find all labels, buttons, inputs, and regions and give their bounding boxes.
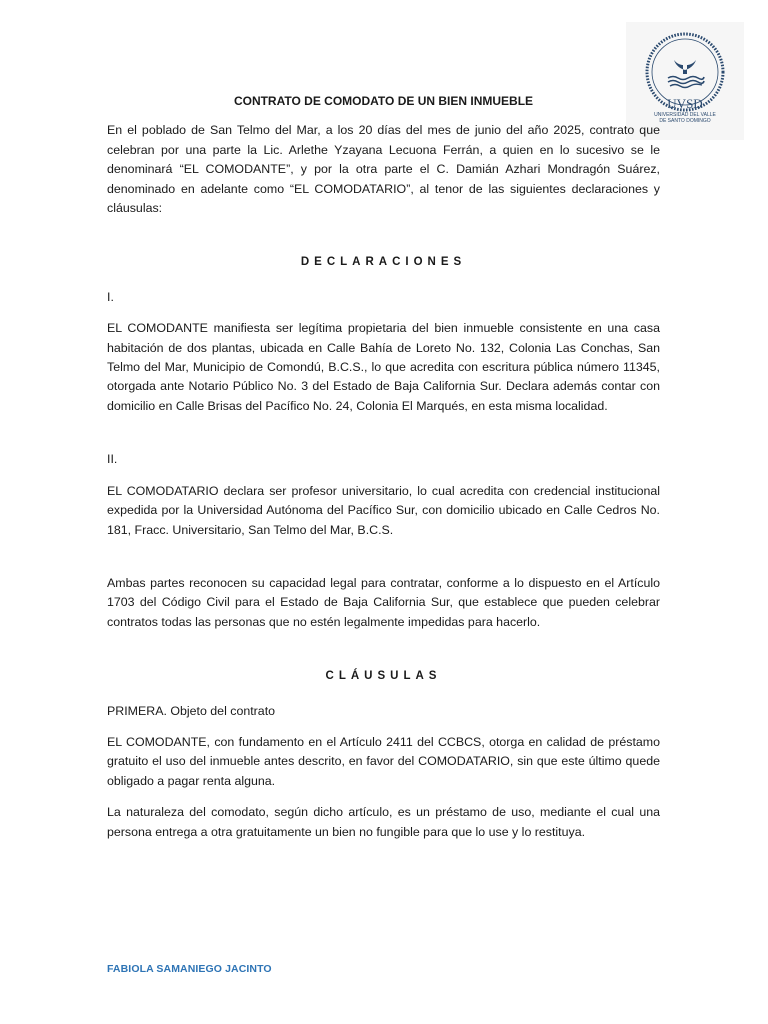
- document-title: CONTRATO DE COMODATO DE UN BIEN INMUEBLE: [233, 94, 534, 108]
- clausulas-heading: CLÁUSULAS: [325, 670, 442, 683]
- clause-1-paragraph-1: EL COMODANTE, con fundamento en el Artículo 2411 del CCBCS, otorga en calidad de préstamo gratuito el uso del inmueble antes descrito, en favor del COMODATARIO, sin que este último quede obligado a pagar renta alguna.: [107, 734, 660, 788]
- intro-paragraph: En el poblado de San Telmo del Mar, a los 20 días del mes de junio del año 2025, contrato que celebran por una parte la Lic. Arlethe Yzayana Lecuona Ferrán, a quien en lo sucesivo se le denominará “EL COMODANTE”, y por la otra parte el C. Damián Azhari Mondragón Suárez, denominado en adelante como “EL COMODATARIO”, al tenor de las siguientes declaraciones y cláusulas:: [107, 123, 660, 216]
- declaration-2-text: EL COMODATARIO declara ser profesor universitario, lo cual acredita con credencial institucional expedida por la Universidad Autónoma del Pacífico Sur, con domicilio ubicado en Calle Cedros No. 181, Fracc. Universitario, San Telmo del Mar, B.C.S.: [107, 483, 660, 537]
- document-body: [107, 92, 660, 842]
- declaration-1-text: EL COMODANTE manifiesta ser legítima propietaria del bien inmueble consistente en una casa habitación de dos plantas, ubicada en Calle Bahía de Loreto No. 132, Colonia Las Conchas, San Telmo del Mar, Municipio de Comondú, B.C.S., lo que acredita con escritura pública número 11345, otorgada ante Notario Público No. 3 del Estado de Baja California Sur. Declara además contar con domicilio en Calle Brisas del Pacífico No. 24, Colonia El Marqués, en esta misma localidad.: [107, 321, 660, 413]
- whale-tail-icon: [668, 60, 704, 88]
- logo-acronym: UVSD: [667, 96, 703, 111]
- clause-1-paragraph-2: La naturaleza del comodato, según dicho artículo, es un préstamo de uso, mediante el cual una persona entrega a otra gratuitamente un bien no fungible para que lo use y lo restituya.: [107, 805, 660, 839]
- declaraciones-heading: DECLARACIONES: [300, 256, 467, 269]
- footer-author: FABIOLA SAMANIEGO JACINTO: [107, 963, 272, 975]
- declaration-1-number: I.: [107, 289, 114, 304]
- logo-name-line1: UNIVERSIDAD DEL VALLE: [654, 112, 716, 118]
- declarations-common-paragraph: Ambas partes reconocen su capacidad legal para contratar, conforme a lo dispuesto en el Artículo 1703 del Código Civil para el Estado de Baja California Sur, que establece que pueden celebrar contratos todas las personas que no estén legalmente impedidas para hacerlo.: [107, 575, 660, 629]
- declaration-2-number: II.: [107, 452, 118, 467]
- logo-name-line2: DE SANTO DOMINGO: [659, 118, 711, 124]
- clause-1-title: PRIMERA. Objeto del contrato: [107, 703, 276, 718]
